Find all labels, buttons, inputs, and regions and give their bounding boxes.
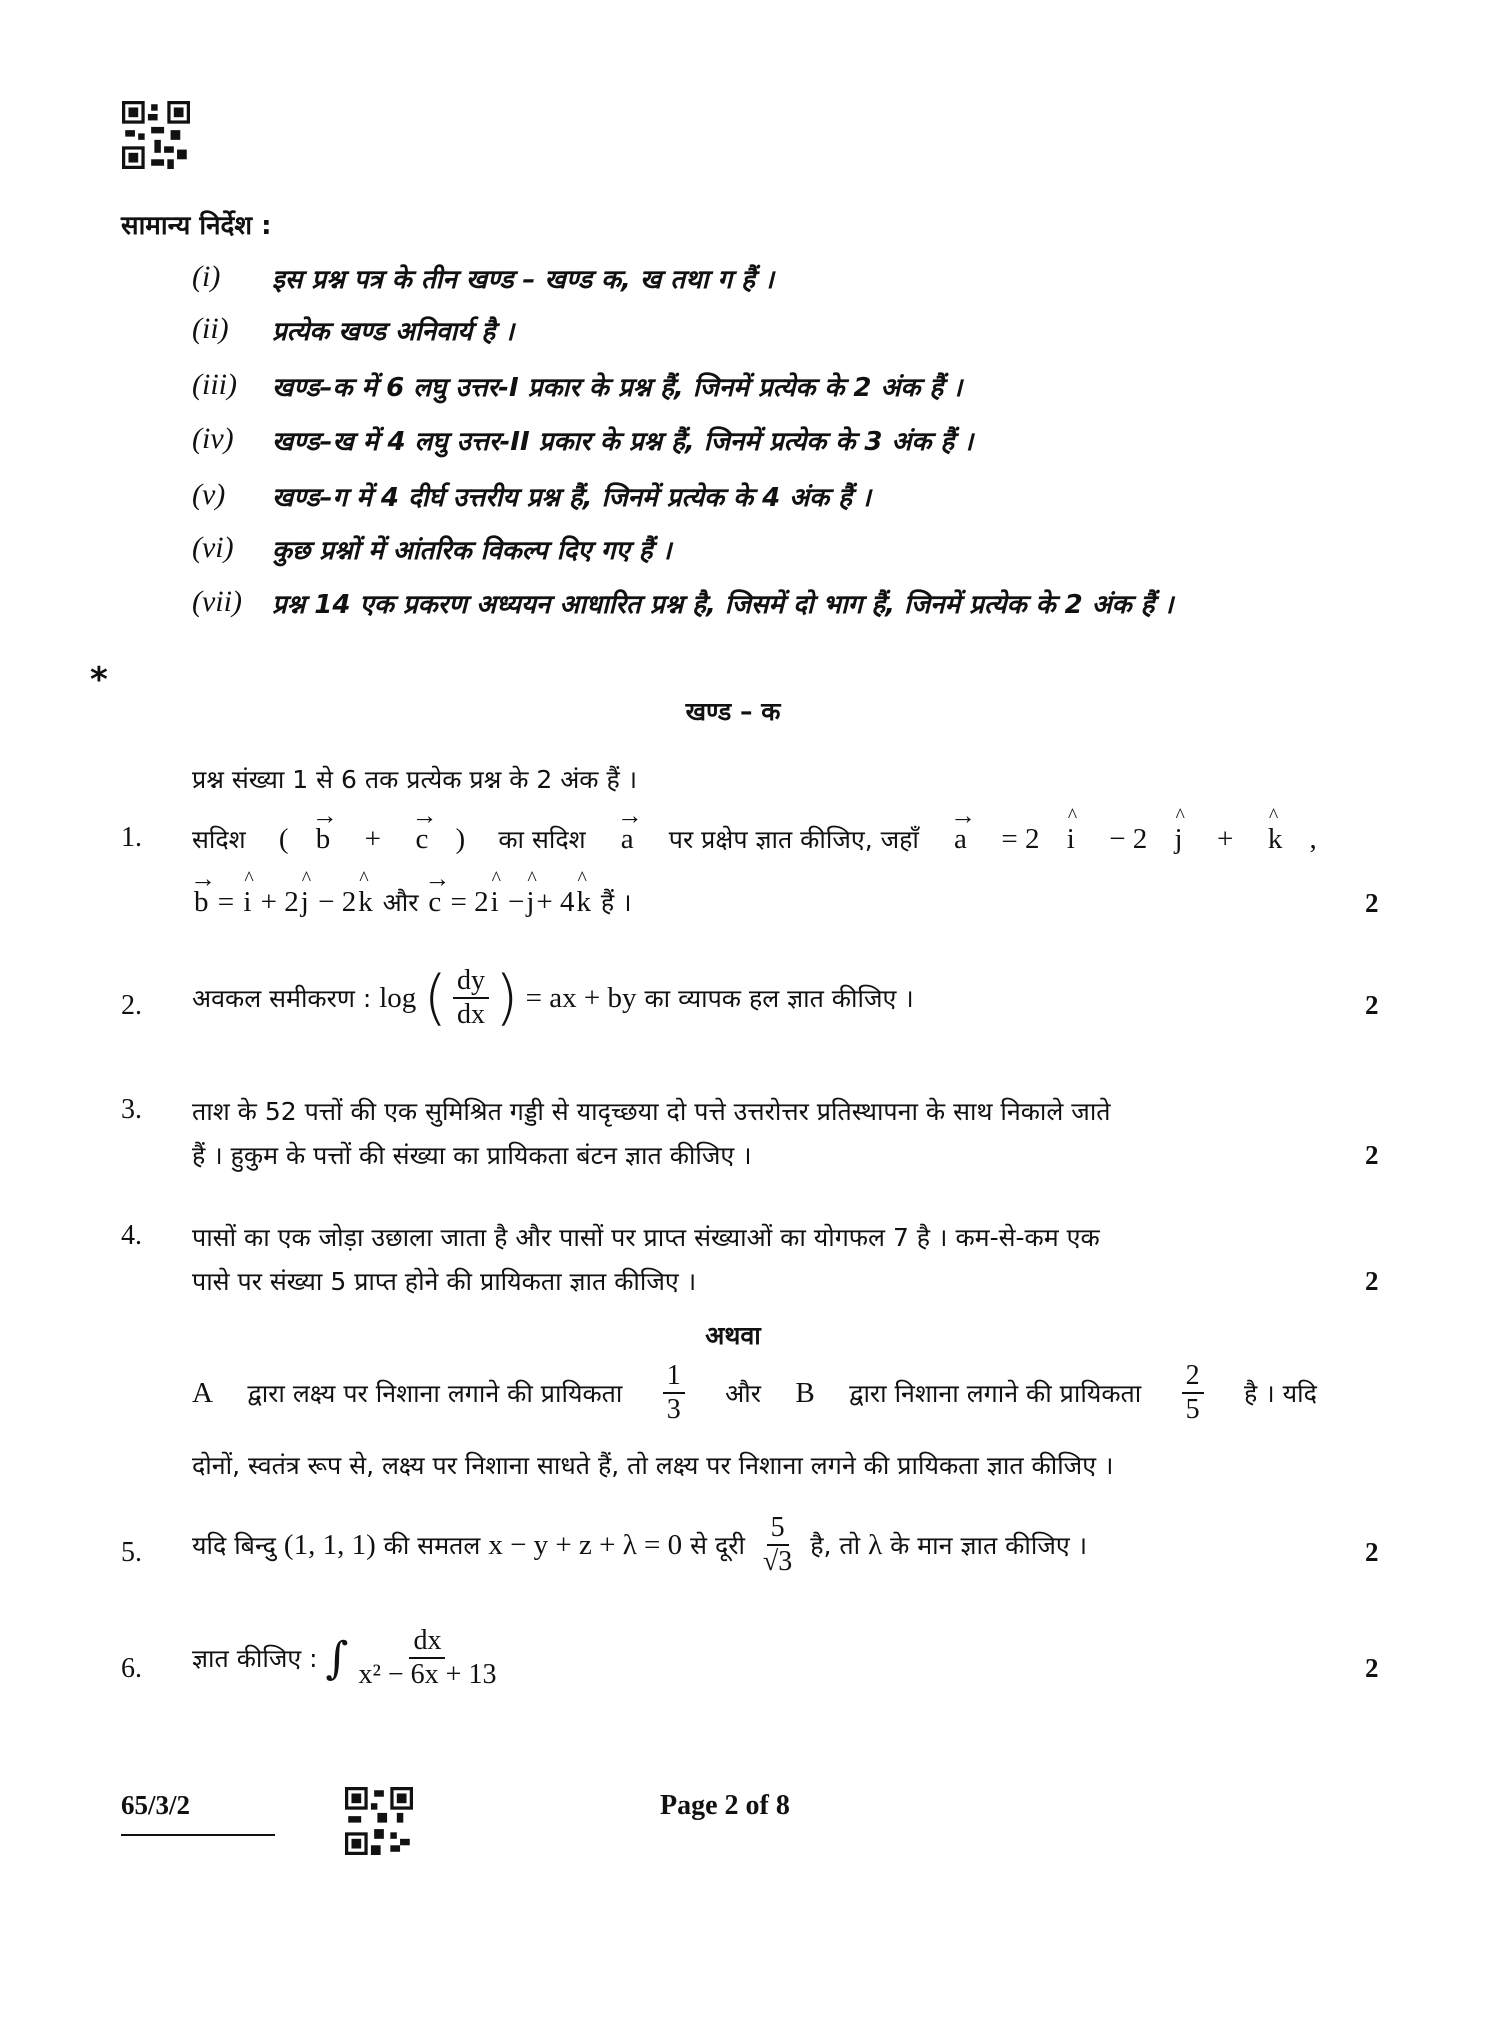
right-paren: ) xyxy=(494,963,519,1034)
unit-vector-symbol: ^ j xyxy=(1173,823,1185,856)
math-run: + 4 xyxy=(536,885,575,918)
denominator: √3 xyxy=(762,1546,793,1578)
math-run: − xyxy=(500,885,525,918)
text-run: द्वारा लक्ष्य पर निशाना लगाने की प्रायिकता xyxy=(239,1379,631,1409)
instruction-number: (vi) xyxy=(192,531,234,564)
math-run: − 2 xyxy=(1101,822,1148,855)
question-text-line xyxy=(192,963,1317,1034)
vector-symbol: → a xyxy=(619,823,636,856)
section-title: खण्ड – क xyxy=(685,697,781,726)
text-run: के मान ज्ञात कीजिए । xyxy=(882,1531,1088,1561)
question-text-line xyxy=(192,1264,1317,1298)
instruction-number: (ii) xyxy=(192,312,229,345)
math-run: ( xyxy=(278,822,289,855)
unit-vector-symbol: ^ i xyxy=(489,886,501,919)
math-run: λ xyxy=(868,1528,883,1561)
text-run: अवकल समीकरण : xyxy=(192,984,380,1014)
question-text-line xyxy=(192,1360,1317,1426)
question-text-line xyxy=(192,1448,1317,1482)
vector-symbol: → c xyxy=(426,886,443,919)
text-run: की समतल xyxy=(375,1531,489,1561)
instruction-number: (i) xyxy=(192,260,221,293)
fraction-group xyxy=(657,1360,691,1426)
instruction-item xyxy=(192,260,774,296)
text-run: और xyxy=(374,888,427,917)
instruction-text: खण्ड–ख में 4 लघु उत्तर-II प्रकार के प्रश्न हैं, जिनमें प्रत्येक के 3 अंक हैं । xyxy=(272,427,974,457)
instruction-item xyxy=(192,312,514,348)
instruction-number: (iv) xyxy=(192,422,234,455)
instruction-item xyxy=(192,478,871,514)
math-run: = xyxy=(210,885,242,918)
math-run: x − y + z + λ = 0 xyxy=(488,1528,683,1561)
question-number: 6. xyxy=(121,1653,142,1684)
instruction-text: खण्ड–क में 6 लघु उत्तर-I प्रकार के प्रश्न हैं, जिनमें प्रत्येक के 2 अंक हैं । xyxy=(272,373,963,403)
question-text-line xyxy=(192,885,1317,919)
numerator: dx xyxy=(409,1625,445,1659)
fraction-group xyxy=(423,963,519,1034)
vector-symbol: → b xyxy=(192,886,211,919)
math-run: = 2 xyxy=(994,822,1040,855)
vector-symbol: → c xyxy=(413,823,430,856)
left-paren: ( xyxy=(423,963,447,1034)
general-instructions-heading: सामान्य निर्देश : xyxy=(121,211,272,241)
unit-vector-symbol: ^ k xyxy=(574,886,593,919)
text-run: और xyxy=(717,1379,769,1409)
text-run: हैं । हुकुम के पत्तों की संख्या का प्रायिकता बंटन ज्ञात कीजिए । xyxy=(192,1141,752,1170)
text-run: सदिश xyxy=(192,825,254,854)
text-run: ताश के 52 पत्तों की एक सुमिश्रित गड्डी से यादृच्छया दो पत्ते उत्तरोत्तर प्रतिस्थापना के साथ निकाले जाते xyxy=(192,1097,1111,1126)
fraction-group xyxy=(348,1625,506,1691)
denominator: x² − 6x + 13 xyxy=(358,1659,497,1691)
page-number: Page 2 of 8 xyxy=(660,1790,790,1821)
star-mark: * xyxy=(90,660,108,700)
unit-vector-symbol: ^ i xyxy=(1065,823,1077,856)
text-run: पर प्रक्षेप ज्ञात कीजिए, जहाँ xyxy=(660,825,927,854)
vector-symbol: → a xyxy=(952,823,969,856)
denominator: dx xyxy=(456,999,485,1031)
fraction xyxy=(663,1360,685,1426)
numerator: 1 xyxy=(663,1360,685,1394)
math-run: B xyxy=(795,1376,815,1409)
text-run: द्वारा निशाना लगाने की प्रायिकता xyxy=(841,1379,1150,1409)
text-run: का व्यापक हल ज्ञात कीजिए । xyxy=(636,984,914,1014)
math-run: − 2 xyxy=(310,885,357,918)
question-text-line xyxy=(192,822,1317,856)
integral-sign: ∫ xyxy=(325,1632,349,1684)
question-text-line xyxy=(192,1512,1317,1578)
instruction-text: इस प्रश्न पत्र के तीन खण्ड – खण्ड क, ख तथा ग हैं । xyxy=(272,265,774,295)
question-marks: 2 xyxy=(1365,1140,1379,1170)
math-run: = ax + by xyxy=(518,981,637,1014)
text-run: यदि बिन्दु xyxy=(192,1531,284,1561)
unit-vector-symbol: ^ j xyxy=(524,886,536,919)
instruction-item xyxy=(192,531,671,567)
instruction-text: कुछ प्रश्नों में आंतरिक विकल्प दिए गए हैं । xyxy=(272,536,672,566)
text-run: पासे पर संख्या 5 प्राप्त होने की प्रायिकता ज्ञात कीजिए । xyxy=(192,1267,697,1296)
fraction-group xyxy=(1176,1360,1210,1426)
question-marks: 2 xyxy=(1365,990,1379,1020)
instruction-number: (vii) xyxy=(192,585,242,618)
math-run: A xyxy=(192,1376,213,1409)
question-number: 1. xyxy=(121,822,142,853)
unit-vector-symbol: ^ k xyxy=(356,886,375,919)
math-run: log xyxy=(379,981,424,1014)
qr-code-top xyxy=(121,101,191,169)
unit-vector-symbol: ^ i xyxy=(241,886,253,919)
denominator: 5 xyxy=(1185,1394,1200,1426)
math-run: ) xyxy=(455,822,466,855)
paper-code: 65/3/2 xyxy=(121,1790,191,1820)
math-run: + xyxy=(357,822,389,855)
math-run: (1, 1, 1) xyxy=(283,1528,376,1561)
instruction-number: (v) xyxy=(192,478,226,511)
qr-code-footer xyxy=(344,1787,414,1855)
section-intro: प्रश्न संख्या 1 से 6 तक प्रत्येक प्रश्न के 2 अंक हैं । xyxy=(192,765,638,794)
text-run: है । यदि xyxy=(1236,1379,1317,1409)
or-label: अथवा xyxy=(705,1321,761,1350)
fraction xyxy=(453,965,489,1031)
question-number: 5. xyxy=(121,1537,142,1568)
math-run: = 2 xyxy=(443,885,489,918)
text-run: हैं । xyxy=(592,888,632,917)
text-run: से दूरी xyxy=(682,1531,753,1561)
numerator: dy xyxy=(453,965,489,999)
text-run: है, तो xyxy=(802,1531,869,1561)
instruction-text: प्रश्न 14 एक प्रकरण अध्ययन आधारित प्रश्न है, जिसमें दो भाग हैं, जिनमें प्रत्येक के 2 अंक हैं । xyxy=(272,590,1174,620)
text-run: का सदिश xyxy=(490,825,594,854)
fraction xyxy=(1182,1360,1204,1426)
instruction-item xyxy=(192,585,1173,621)
question-marks: 2 xyxy=(1365,888,1379,918)
unit-vector-symbol: ^ j xyxy=(299,886,311,919)
question-marks: 2 xyxy=(1365,1537,1379,1567)
fraction xyxy=(354,1625,500,1691)
text-run: पासों का एक जोड़ा उछाला जाता है और पासों पर प्राप्त संख्याओं का योगफल 7 है । कम-से-कम एक xyxy=(192,1223,1100,1252)
numerator: 2 xyxy=(1182,1360,1204,1394)
text-run: ज्ञात कीजिए : xyxy=(192,1644,326,1674)
fraction-group xyxy=(753,1512,802,1578)
vector-symbol: → b xyxy=(314,823,333,856)
question-number: 4. xyxy=(121,1220,142,1251)
instruction-text: खण्ड–ग में 4 दीर्घ उत्तरीय प्रश्न हैं, जिनमें प्रत्येक के 4 अंक हैं । xyxy=(272,483,871,513)
instruction-item xyxy=(192,368,962,404)
question-text-line xyxy=(192,1220,1317,1254)
question-text-line xyxy=(192,1094,1317,1128)
math-run: + xyxy=(1209,822,1241,855)
question-number: 3. xyxy=(121,1094,142,1125)
paper-code-underline xyxy=(121,1834,275,1836)
question-text-line xyxy=(192,1138,1317,1172)
unit-vector-symbol: ^ k xyxy=(1266,823,1285,856)
math-run: + 2 xyxy=(253,885,299,918)
text-run: दोनों, स्वतंत्र रूप से, लक्ष्य पर निशाना साधते हैं, तो लक्ष्य पर निशाना लगने की प्रायिकता ज्ञात कीजिए । xyxy=(192,1451,1114,1480)
instruction-item xyxy=(192,422,973,458)
fraction xyxy=(759,1512,796,1578)
numerator: 5 xyxy=(767,1512,789,1546)
question-number: 2. xyxy=(121,990,142,1021)
question-text-line xyxy=(192,1625,1317,1691)
denominator: 3 xyxy=(666,1394,681,1426)
math-run: , xyxy=(1309,822,1317,855)
question-marks: 2 xyxy=(1365,1266,1379,1296)
instruction-number: (iii) xyxy=(192,368,237,401)
instruction-text: प्रत्येक खण्ड अनिवार्य है । xyxy=(272,317,515,347)
question-marks: 2 xyxy=(1365,1653,1379,1683)
